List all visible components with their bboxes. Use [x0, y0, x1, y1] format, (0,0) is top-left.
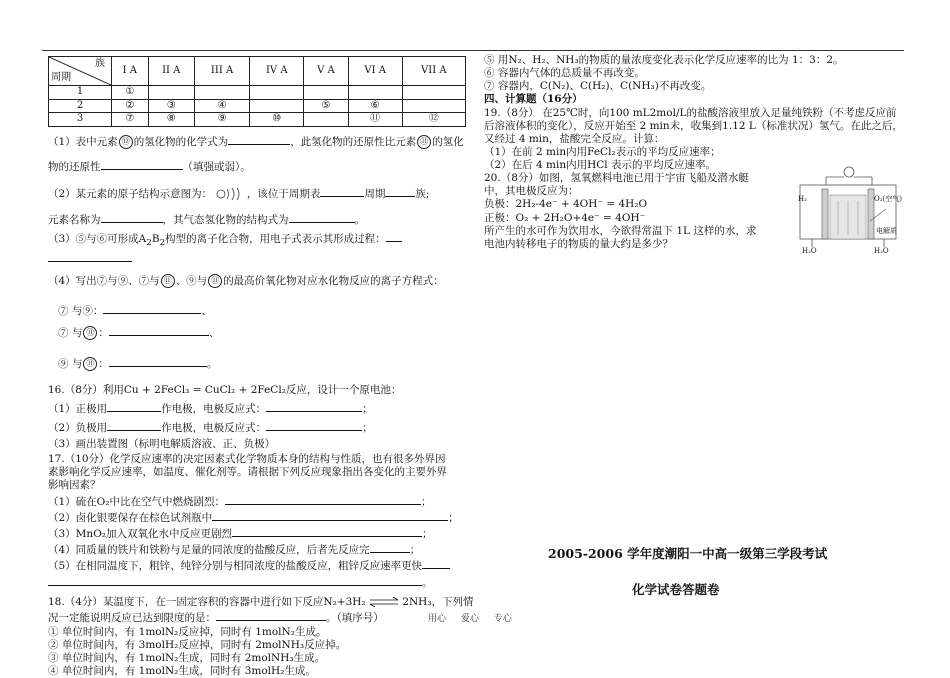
section-heading: 四、计算题（16分） [484, 93, 583, 106]
q3-line [48, 230, 468, 249]
corner-period-label: 周期 [51, 71, 71, 83]
q18-option: ⑦ 容器内，C(N₂)、C(H₂)、C(NH₃)不再改变。 [484, 80, 712, 93]
table-row [49, 99, 466, 113]
q18-line1 [48, 596, 474, 609]
q4-eq1-blank[interactable] [103, 302, 201, 314]
q4-text: （4）写出⑦与⑨、⑦与 [48, 275, 160, 288]
footer-motto: 用心 爱心 专心 [428, 614, 512, 624]
q4-eq2 [48, 324, 468, 340]
q18-text: 18.（4分）某温度下，在一固定容积的容器中进行如下反应N₂+3H₂ [48, 596, 366, 609]
element-11-marker: ⑪ [417, 135, 431, 149]
group-header: IV A [250, 57, 304, 86]
q1-text: 物的还原性 [48, 160, 101, 173]
q16-diagram: （3）画出装置图（标明电解质溶液、正、负极） [48, 438, 276, 451]
q18-option: ⑥ 容器内气体的总质量不再改变。 [484, 67, 645, 80]
q17-item [48, 525, 468, 541]
top-rule [42, 50, 904, 51]
q4-text: 的最高价氧化物对应水化物反应的离子方程式： [223, 275, 444, 288]
q17-answer-blank[interactable] [212, 509, 448, 521]
q18-text: 2NH₃，下列情 [402, 596, 474, 609]
q17-text: ； [409, 543, 421, 556]
element-cell: ④ [194, 99, 250, 113]
q18-text: 。（填序号） [326, 612, 384, 625]
q17-answer-blank[interactable] [422, 557, 450, 569]
q20-line: 中，其电极反应为： [484, 185, 579, 198]
group-header: VI A [348, 57, 402, 86]
group-header: VII A [402, 57, 465, 86]
q19-line: 19.（8分） 在25℃时，向100 mL2mol/L的盐酸溶液里放入足量纯铁粉（不考虑反应前 [484, 106, 897, 119]
q17-item-cont [48, 574, 468, 590]
q16-text: （2）负极用 [48, 421, 108, 434]
q16-positive-material-blank[interactable] [107, 400, 161, 412]
q2-text: ，其气态氢化物的结构式为 [162, 213, 289, 226]
exam-title: 2005-2006 学年度潮阳一中高一级第三学段考试 [548, 546, 828, 561]
q19-line: 又经过 4 min，盐酸完全反应。计算： [484, 132, 665, 145]
q3-text: B [151, 233, 160, 245]
q3-answer-blank-2[interactable] [48, 250, 132, 262]
element-cell [304, 86, 348, 100]
electrolyte-label: 电解质 [876, 227, 897, 235]
q20-line: 所产生的水可作为饮用水，今欲得常温下 1L 这样的水，求 [484, 224, 757, 237]
q1-text: 的氢化 [432, 135, 464, 148]
element-cell [402, 86, 465, 100]
water-right-label: H₂O [874, 247, 889, 255]
group-header: V A [304, 57, 348, 86]
q4-eq3 [48, 355, 468, 371]
q2-line2 [48, 211, 468, 227]
element-cell [148, 86, 194, 100]
q17-answer-blank[interactable] [232, 525, 422, 537]
q16-positive [48, 400, 468, 416]
q17-answer-blank[interactable] [225, 493, 421, 505]
element-cell: ⑥ [348, 99, 402, 113]
element-cell: ⑩ [250, 113, 304, 127]
corner-group-label: 族 [95, 58, 105, 69]
q2-text: 元素名称为 [48, 213, 101, 226]
q16-text: ； [362, 402, 373, 415]
q16-text: 作电极，电极反应式： [161, 421, 267, 434]
q3-text: （3）⑤与⑥可形成A [48, 233, 147, 245]
element-11-marker: ⑪ [161, 274, 175, 288]
q1-text: （填强或弱）。 [182, 160, 251, 173]
element-cell: ② [112, 99, 149, 113]
q17-text: 。 [422, 577, 433, 590]
q1-line1 [48, 133, 468, 149]
q2-period-blank[interactable] [320, 185, 364, 197]
q3-text: 构型的离子化合物，用电子式表示其形成过程： [165, 233, 386, 245]
element-cell: ⑨ [194, 113, 250, 127]
q17-answer-blank-cont[interactable] [48, 574, 422, 586]
q16-head: 16.（8分）利用Cu + 2FeCl₃ = CuCl₂ + 2FeCl₂反应，设计一个原电池： [48, 383, 402, 396]
q17-line: 影响因素？ [48, 479, 101, 492]
q4-text: ⑨ 与 [58, 357, 83, 370]
q17-text: （5）在相同温度下，粗锌、纯锌分别与相同浓度的盐酸反应，粗锌反应速率更快 [48, 560, 423, 573]
q4-text: 、 [201, 305, 212, 318]
h2-label: H₂ [798, 195, 807, 203]
group-header: II A [148, 57, 194, 86]
q16-text: （1）正极用 [48, 402, 108, 415]
element-cell [250, 99, 304, 113]
element-cell: ⑪ [348, 113, 402, 127]
element-11-marker: ⑪ [83, 357, 97, 371]
q1-strength-blank[interactable] [101, 158, 183, 170]
q18-option: ① 单位时间内，有 1molN₂反应掉，同时有 1molN₂生成。 [48, 625, 327, 638]
q2-text: 。 [354, 213, 365, 226]
table-row [49, 113, 466, 127]
q16-text: ； [362, 421, 373, 434]
element-11-marker: ⑪ [83, 326, 97, 340]
q4-eq2-blank[interactable] [109, 324, 209, 336]
q2-line1 [48, 185, 468, 201]
q4-eq3-blank[interactable] [109, 355, 207, 367]
q4-eq1 [48, 302, 468, 318]
q16-negative-material-blank[interactable] [107, 419, 161, 431]
element-cell [304, 113, 348, 127]
water-left-label: H₂O [802, 247, 817, 255]
q4-text: ： [98, 327, 109, 340]
table-corner [49, 57, 112, 86]
q2-group-blank[interactable] [385, 185, 415, 197]
element-cell: ① [112, 86, 149, 100]
q1-text: ，此氢化物的还原性比元素 [290, 135, 417, 148]
q18-line2 [48, 609, 468, 625]
q17-item [48, 557, 468, 573]
period-cell: 3 [49, 113, 112, 127]
q4-text: ⑦ 与⑨： [58, 305, 104, 318]
o2-label: O₂(空气) [874, 195, 903, 203]
q4-text: 。 [206, 357, 218, 370]
q17-text: （4）同质量的铁片和铁粉与足量的同浓度的盐酸反应，后者先反应完 [48, 543, 370, 556]
q18-option: ⑤ 用N₂、H₂、NH₃的物质的量浓度变化表示化学反应速率的比为 1：3：2。 [484, 54, 844, 66]
q17-text: ； [421, 495, 432, 508]
q4-text: ： [98, 357, 109, 370]
q19-line: （2）在后 4 min内用HCl 表示的平均反应速率。 [484, 159, 716, 171]
q1-text: （1）表中元素 [48, 135, 118, 148]
group-header: I A [112, 57, 149, 86]
q1-line2 [48, 158, 468, 174]
q17-text: （2）卤化银要保存在棕色试剂瓶中 [48, 511, 213, 524]
q17-item [48, 509, 468, 525]
q17-item [48, 493, 468, 509]
q16-negative [48, 419, 468, 435]
q4-text: 、 [208, 327, 220, 340]
q20-line: 正极：O₂ + 2H₂O+4e⁻ = 4OH⁻ [484, 211, 646, 224]
q19-line: 后溶液体积的变化），反应开始至 2 min末，收集到1.12 L（标准状况）氢气。在此之后， [484, 119, 903, 132]
q1-answer-blank[interactable] [228, 133, 290, 145]
q17-line: 17.（10分）化学反应速率的决定因素式化学物质本身的结构与性质，也有很多外界因 [48, 453, 446, 466]
q2-text: （2）某元素的原子结构示意图为： [48, 187, 213, 200]
q3-subscript: 2 [146, 238, 152, 249]
element-cell [348, 86, 402, 100]
q19-line: （1）在前 2 min内用FeCl₂表示的平均反应速率； [484, 145, 721, 158]
q18-option: ④ 单位时间内，有 1molN₂生成，同时有 3molH₂生成。 [48, 664, 316, 677]
element-cell: ⑤ [304, 99, 348, 113]
fuel-cell-figure [794, 165, 904, 257]
q4-text: 、⑨与 [175, 275, 208, 288]
q17-text: （3）MnO₂加入双氧化水中反应更剧烈 [48, 527, 233, 540]
q17-line: 素影响化学反应速率，如温度、催化剂等。请根据下列反应现象指出各变化的主要外界 [48, 466, 447, 479]
periodic-table [48, 56, 466, 127]
period-cell: 2 [49, 99, 112, 113]
q1-text: 的氢化物的化学式为 [133, 135, 229, 148]
group-header: III A [194, 57, 250, 86]
q17-text: （1）硫在O₂中比在空气中燃烧剧烈： [48, 495, 225, 508]
q18-answer-blank[interactable] [216, 609, 326, 621]
element-cell: ⑦ [112, 113, 149, 127]
q3-answer-blank[interactable] [386, 230, 402, 242]
q17-text: ； [448, 511, 459, 524]
element-cell: ③ [148, 99, 194, 113]
element-cell: ⑧ [148, 113, 194, 127]
element-cell [194, 86, 250, 100]
q18-text: 况一定能说明反应已达到限度的是： [48, 612, 216, 625]
element-cell [402, 99, 465, 113]
q18-option: ② 单位时间内，有 3molH₂反应掉，同时有 2molNH₃反应掉。 [48, 638, 347, 651]
element-cell [250, 86, 304, 100]
q3-subscript: 2 [159, 238, 166, 249]
q16-negative-equation-blank[interactable] [266, 419, 362, 431]
fuel-cell-diagram [794, 165, 904, 261]
q18-option: ③ 单位时间内，有 1molN₂生成，同时有 2molNH₃生成。 [48, 651, 326, 664]
q17-item [48, 541, 468, 557]
q2-formula-blank[interactable] [289, 211, 355, 223]
element-cell: ⑫ [402, 113, 465, 127]
q2-text: ，该位于周期表 [246, 187, 321, 200]
q16-text: 作电极，电极反应式： [161, 402, 267, 415]
element-12-marker: ⑫ [119, 135, 133, 149]
q4-text: ⑦ 与 [58, 327, 83, 340]
q4-line [48, 274, 468, 288]
atom-structure-icon [216, 187, 244, 201]
q2-text: 族; [415, 187, 430, 200]
period-cell: 1 [49, 86, 112, 100]
table-row [49, 86, 466, 100]
q20-line: 20.（8分）如图，氢氧燃料电池已用于宇宙飞船及潜水艇 [484, 172, 749, 185]
q20-line: 电池内转移电子的物质的量大约是多少？ [484, 237, 673, 250]
q16-positive-equation-blank[interactable] [266, 400, 362, 412]
q2-name-blank[interactable] [101, 211, 163, 223]
q17-answer-blank[interactable] [370, 541, 410, 553]
q17-text: ； [422, 527, 433, 540]
q3-line2 [48, 250, 468, 266]
q2-text: 周期 [364, 187, 386, 200]
element-11-marker: ⑪ [208, 274, 222, 288]
answer-sheet-title: 化学试卷答题卷 [632, 582, 720, 597]
equilibrium-arrow-icon [369, 597, 399, 607]
q20-line: 负极：2H₂-4e⁻ + 4OH⁻ = 4H₂O [484, 198, 648, 211]
